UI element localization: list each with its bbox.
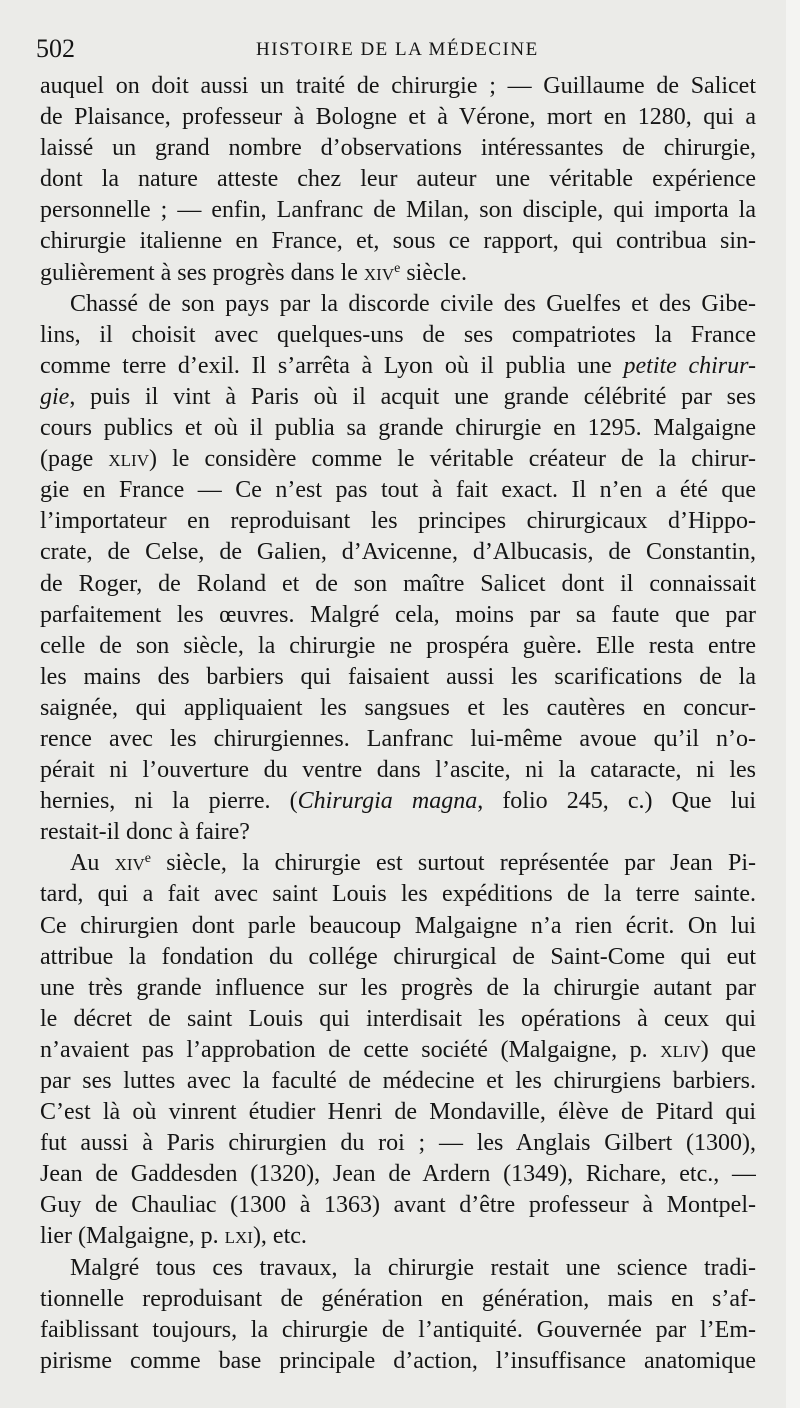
text-line: [40, 848, 756, 879]
line-text: tionnelle reproduisant de génération en génération, mais en s’af-: [40, 1285, 756, 1312]
text-line: [40, 1159, 756, 1190]
page-header: [36, 34, 756, 64]
text-line: [40, 1035, 756, 1066]
text-line: [40, 662, 756, 693]
italic-text: Chirurgia magna: [297, 788, 478, 815]
running-title: HISTOIRE DE LA MÉDECINE: [256, 39, 539, 60]
small-caps-text: lxi: [224, 1223, 253, 1250]
line-text: , puis il vint à Paris où il acquit une grande célébrité par ses: [69, 383, 756, 410]
line-text: fut aussi à Paris chirurgien du roi ; — les Anglais Gilbert (1300),: [40, 1130, 756, 1157]
text-line: [40, 600, 756, 631]
text-line: [40, 1066, 756, 1097]
line-text: de Roger, de Roland et de son maître Salicet dont il connaissait: [40, 570, 756, 597]
line-text: , folio 245, c.) Que lui: [477, 788, 756, 815]
line-text: le décret de saint Louis qui interdisait les opérations à ceux qui: [40, 1005, 756, 1032]
text-line: [40, 569, 756, 600]
line-text: ) le considère comme le véritable créateur de la chirur-: [149, 446, 756, 473]
line-text: chirurgie italienne en France, et, sous ce rapport, qui contribua sin-: [40, 228, 756, 255]
line-text: pirisme comme base principale d’action, l’insuffisance anatomique: [40, 1347, 756, 1374]
small-caps-text: xiv: [114, 850, 145, 877]
line-text: laissé un grand nombre d’observations intéressantes de chirurgie,: [40, 135, 756, 162]
line-text: tard, qui a fait avec saint Louis les expéditions de la terre sainte.: [40, 881, 756, 908]
text-line: [40, 320, 756, 351]
text-line: [40, 755, 756, 786]
text-line: [40, 693, 756, 724]
line-text: n’avaient pas l’approbation de cette société (Malgaigne, p.: [40, 1036, 661, 1063]
line-text: ), etc.: [252, 1223, 307, 1250]
body-text: [40, 71, 756, 1377]
text-line: [40, 351, 756, 382]
text-line: [40, 879, 756, 910]
line-text: Chassé de son pays par la discorde civile des Guelfes et des Gibe-: [70, 290, 756, 317]
superscript: e: [394, 260, 401, 276]
text-line: [40, 226, 756, 257]
text-line: [40, 289, 756, 320]
line-text: Au: [70, 850, 115, 877]
line-text: personnelle ; — enfin, Lanfranc de Milan, son disciple, qui importa la: [40, 197, 756, 224]
text-line: [40, 537, 756, 568]
text-line: [40, 258, 756, 289]
text-line: [40, 942, 756, 973]
text-line: [40, 413, 756, 444]
text-line: [40, 133, 756, 164]
italic-text: petite chirur-: [623, 352, 756, 379]
line-text: une très grande influence sur les progrès de la chirurgie autant par: [40, 974, 756, 1001]
line-text: pérait ni l’ouverture du ventre dans l’ascite, ni la cataracte, ni les: [40, 757, 756, 784]
line-text: (page: [40, 446, 109, 473]
text-line: [40, 724, 756, 755]
text-line: [40, 1284, 756, 1315]
line-text: attribue la fondation du collége chirurgical de Saint-Come qui eut: [40, 943, 756, 970]
line-text: cours publics et où il publia sa grande chirurgie en 1295. Malgaigne: [40, 415, 756, 442]
line-text: parfaitement les œuvres. Malgré cela, moins par sa faute que par: [40, 601, 756, 628]
text-line: [40, 164, 756, 195]
line-text: crate, de Celse, de Galien, d’Avicenne, d’Albucasis, de Constantin,: [40, 539, 756, 566]
line-text: gulièrement à ses progrès dans le: [40, 259, 364, 286]
text-line: [40, 817, 756, 848]
line-text: restait-il donc à faire?: [40, 819, 250, 846]
text-line: [40, 102, 756, 133]
line-text: ) que: [700, 1036, 756, 1063]
text-line: [40, 1221, 756, 1252]
line-text: auquel on doit aussi un traité de chirurgie ; — Guillaume de Salicet: [40, 73, 756, 99]
line-text: Guy de Chauliac (1300 à 1363) avant d’être professeur à Montpel-: [40, 1192, 756, 1219]
line-text: siècle, la chirurgie est surtout représentée par Jean Pi-: [151, 850, 756, 877]
line-text: rence avec les chirurgiennes. Lanfranc lui-même avoue qu’il n’o-: [40, 725, 756, 752]
italic-text: gie: [40, 383, 70, 410]
page-number: 502: [36, 34, 75, 63]
line-text: C’est là où vinrent étudier Henri de Mondaville, élève de Pitard qui: [40, 1099, 756, 1126]
small-caps-text: xliv: [660, 1036, 701, 1063]
text-line: [40, 1004, 756, 1035]
line-text: celle de son siècle, la chirurgie ne prospéra guère. Elle resta entre: [40, 632, 756, 659]
text-line: [40, 1346, 756, 1377]
small-caps-text: xliv: [108, 446, 149, 473]
text-line: [40, 911, 756, 942]
text-line: [40, 382, 756, 413]
line-text: lins, il choisit avec quelques-uns de ses compatriotes la France: [40, 321, 756, 348]
text-line: [40, 475, 756, 506]
line-text: lier (Malgaigne, p.: [40, 1223, 225, 1250]
text-line: [40, 71, 756, 102]
small-caps-text: xiv: [363, 259, 395, 286]
line-text: l’importateur en reproduisant les principes chirurgicaux d’Hippo-: [40, 508, 756, 535]
text-line: [40, 1097, 756, 1128]
line-text: Ce chirurgien dont parle beaucoup Malgaigne n’a rien écrit. On lui: [40, 912, 756, 939]
text-line: [40, 506, 756, 537]
line-text: hernies, ni la pierre. (: [40, 788, 298, 815]
line-text: de Plaisance, professeur à Bologne et à Vérone, mort en 1280, qui a: [40, 104, 756, 131]
line-text: siècle.: [400, 259, 467, 286]
text-line: [40, 1253, 756, 1284]
superscript: e: [144, 851, 151, 867]
line-text: Jean de Gaddesden (1320), Jean de Ardern (1349), Richare, etc., —: [40, 1161, 756, 1188]
text-line: [40, 1190, 756, 1221]
line-text: dont la nature atteste chez leur auteur une véritable expérience: [40, 166, 756, 193]
line-text: les mains des barbiers qui faisaient aussi les scarifications de la: [40, 663, 756, 690]
text-line: [40, 195, 756, 226]
line-text: saignée, qui appliquaient les sangsues et les cautères en concur-: [40, 694, 756, 721]
line-text: par ses luttes avec la faculté de médecine et les chirurgiens barbiers.: [40, 1068, 756, 1094]
text-line: [40, 973, 756, 1004]
text-line: [40, 1128, 756, 1159]
page-edge: [786, 0, 800, 1408]
text-line: [40, 1315, 756, 1346]
line-text: Malgré tous ces travaux, la chirurgie restait une science tradi-: [70, 1254, 756, 1281]
line-text: gie en France — Ce n’est pas tout à fait exact. Il n’en a été que: [40, 477, 756, 504]
text-line: [40, 444, 756, 475]
line-text: faiblissant toujours, la chirurgie de l’antiquité. Gouvernée par l’Em-: [40, 1316, 756, 1343]
line-text: comme terre d’exil. Il s’arrêta à Lyon où il publia une: [40, 352, 624, 379]
text-line: [40, 631, 756, 662]
text-line: [40, 786, 756, 817]
